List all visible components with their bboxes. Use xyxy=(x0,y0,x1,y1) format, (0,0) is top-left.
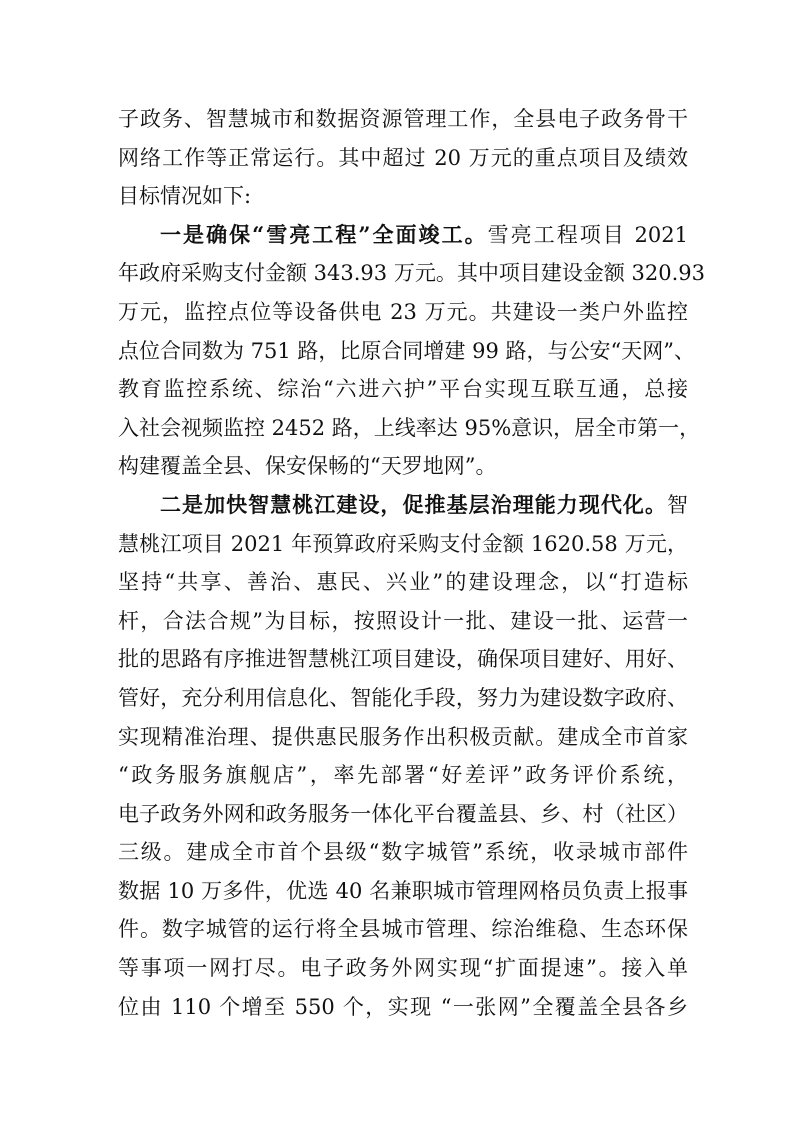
paragraph-line: 点位合同数为 751 路，比原合同增建 99 路，与公安“天网”、 xyxy=(118,338,695,363)
paragraph-line: 年政府采购支付金额 343.93 万元。其中项目建设金额 320.93 xyxy=(118,261,705,286)
paragraph-line: 管好，充分利用信息化、智能化手段，努力为建设数字政府、 xyxy=(118,685,688,710)
paragraph-line: 坚持“共享、善治、惠民、兴业”的建设理念，以“打造标 xyxy=(118,570,688,595)
paragraph-line: 件。数字城管的运行将全县城市管理、综治维稳、生态环保 xyxy=(118,917,688,942)
paragraph-line: 入社会视频监控 2452 路，上线率达 95%意识，居全市第一， xyxy=(118,415,701,440)
paragraph-line: 网络工作等正常运行。其中超过 20 万元的重点项目及绩效 xyxy=(118,145,688,170)
paragraph-line: 三级。建成全市首个县级“数字城管”系统，收录城市部件 xyxy=(118,840,688,865)
paragraph-line: 构建覆盖全县、保安保畅的“天罗地网”。 xyxy=(118,454,497,479)
paragraph-line: 杆，合法合规”为目标，按照设计一批、建设一批、运营一 xyxy=(118,608,688,633)
paragraph-line: 万元，监控点位等设备供电 23 万元。共建设一类户外监控 xyxy=(118,299,688,324)
paragraph-line: 实现精准治理、提供惠民服务作出积极贡献。建成全市首家 xyxy=(118,724,688,749)
paragraph-line xyxy=(118,216,688,255)
paragraph-line: 子政务、智慧城市和数据资源管理工作，全县电子政务骨干 xyxy=(118,107,688,131)
paragraph-text: 智 xyxy=(667,492,688,517)
paragraph-heading: 二是加快智慧桃江建设，促推基层治理能力现代化。 xyxy=(160,491,667,517)
paragraph-heading: 一是确保“雪亮工程”全面竣工。 xyxy=(160,221,488,247)
paragraph-line: “政务服务旗舰店”，率先部署“好差评”政务评价系统， xyxy=(118,763,688,788)
paragraph-line: 数据 10 万多件，优选 40 名兼职城市管理网格员负责上报事 xyxy=(118,878,688,903)
paragraph-line: 位由 110 个增至 550 个，实现 “一张网”全覆盖全县各乡 xyxy=(118,994,688,1019)
paragraph-line: 慧桃江项目 2021 年预算政府采购支付金额 1620.58 万元， xyxy=(118,531,688,556)
paragraph-line: 教育监控系统、综治“六进六护”平台实现互联互通，总接 xyxy=(118,377,688,402)
document-body xyxy=(118,100,705,1026)
paragraph-line: 电子政务外网和政务服务一体化平台覆盖县、乡、村（社区） xyxy=(118,801,688,826)
paragraph-text: 雪亮工程项目 2021 xyxy=(487,222,688,247)
paragraph-line: 等事项一网打尽。电子政务外网实现“扩面提速”。接入单 xyxy=(118,956,688,981)
paragraph-line xyxy=(118,486,688,525)
paragraph-line: 批的思路有序推进智慧桃江项目建设，确保项目建好、用好、 xyxy=(118,647,688,672)
paragraph-line: 目标情况如下: xyxy=(118,184,252,209)
